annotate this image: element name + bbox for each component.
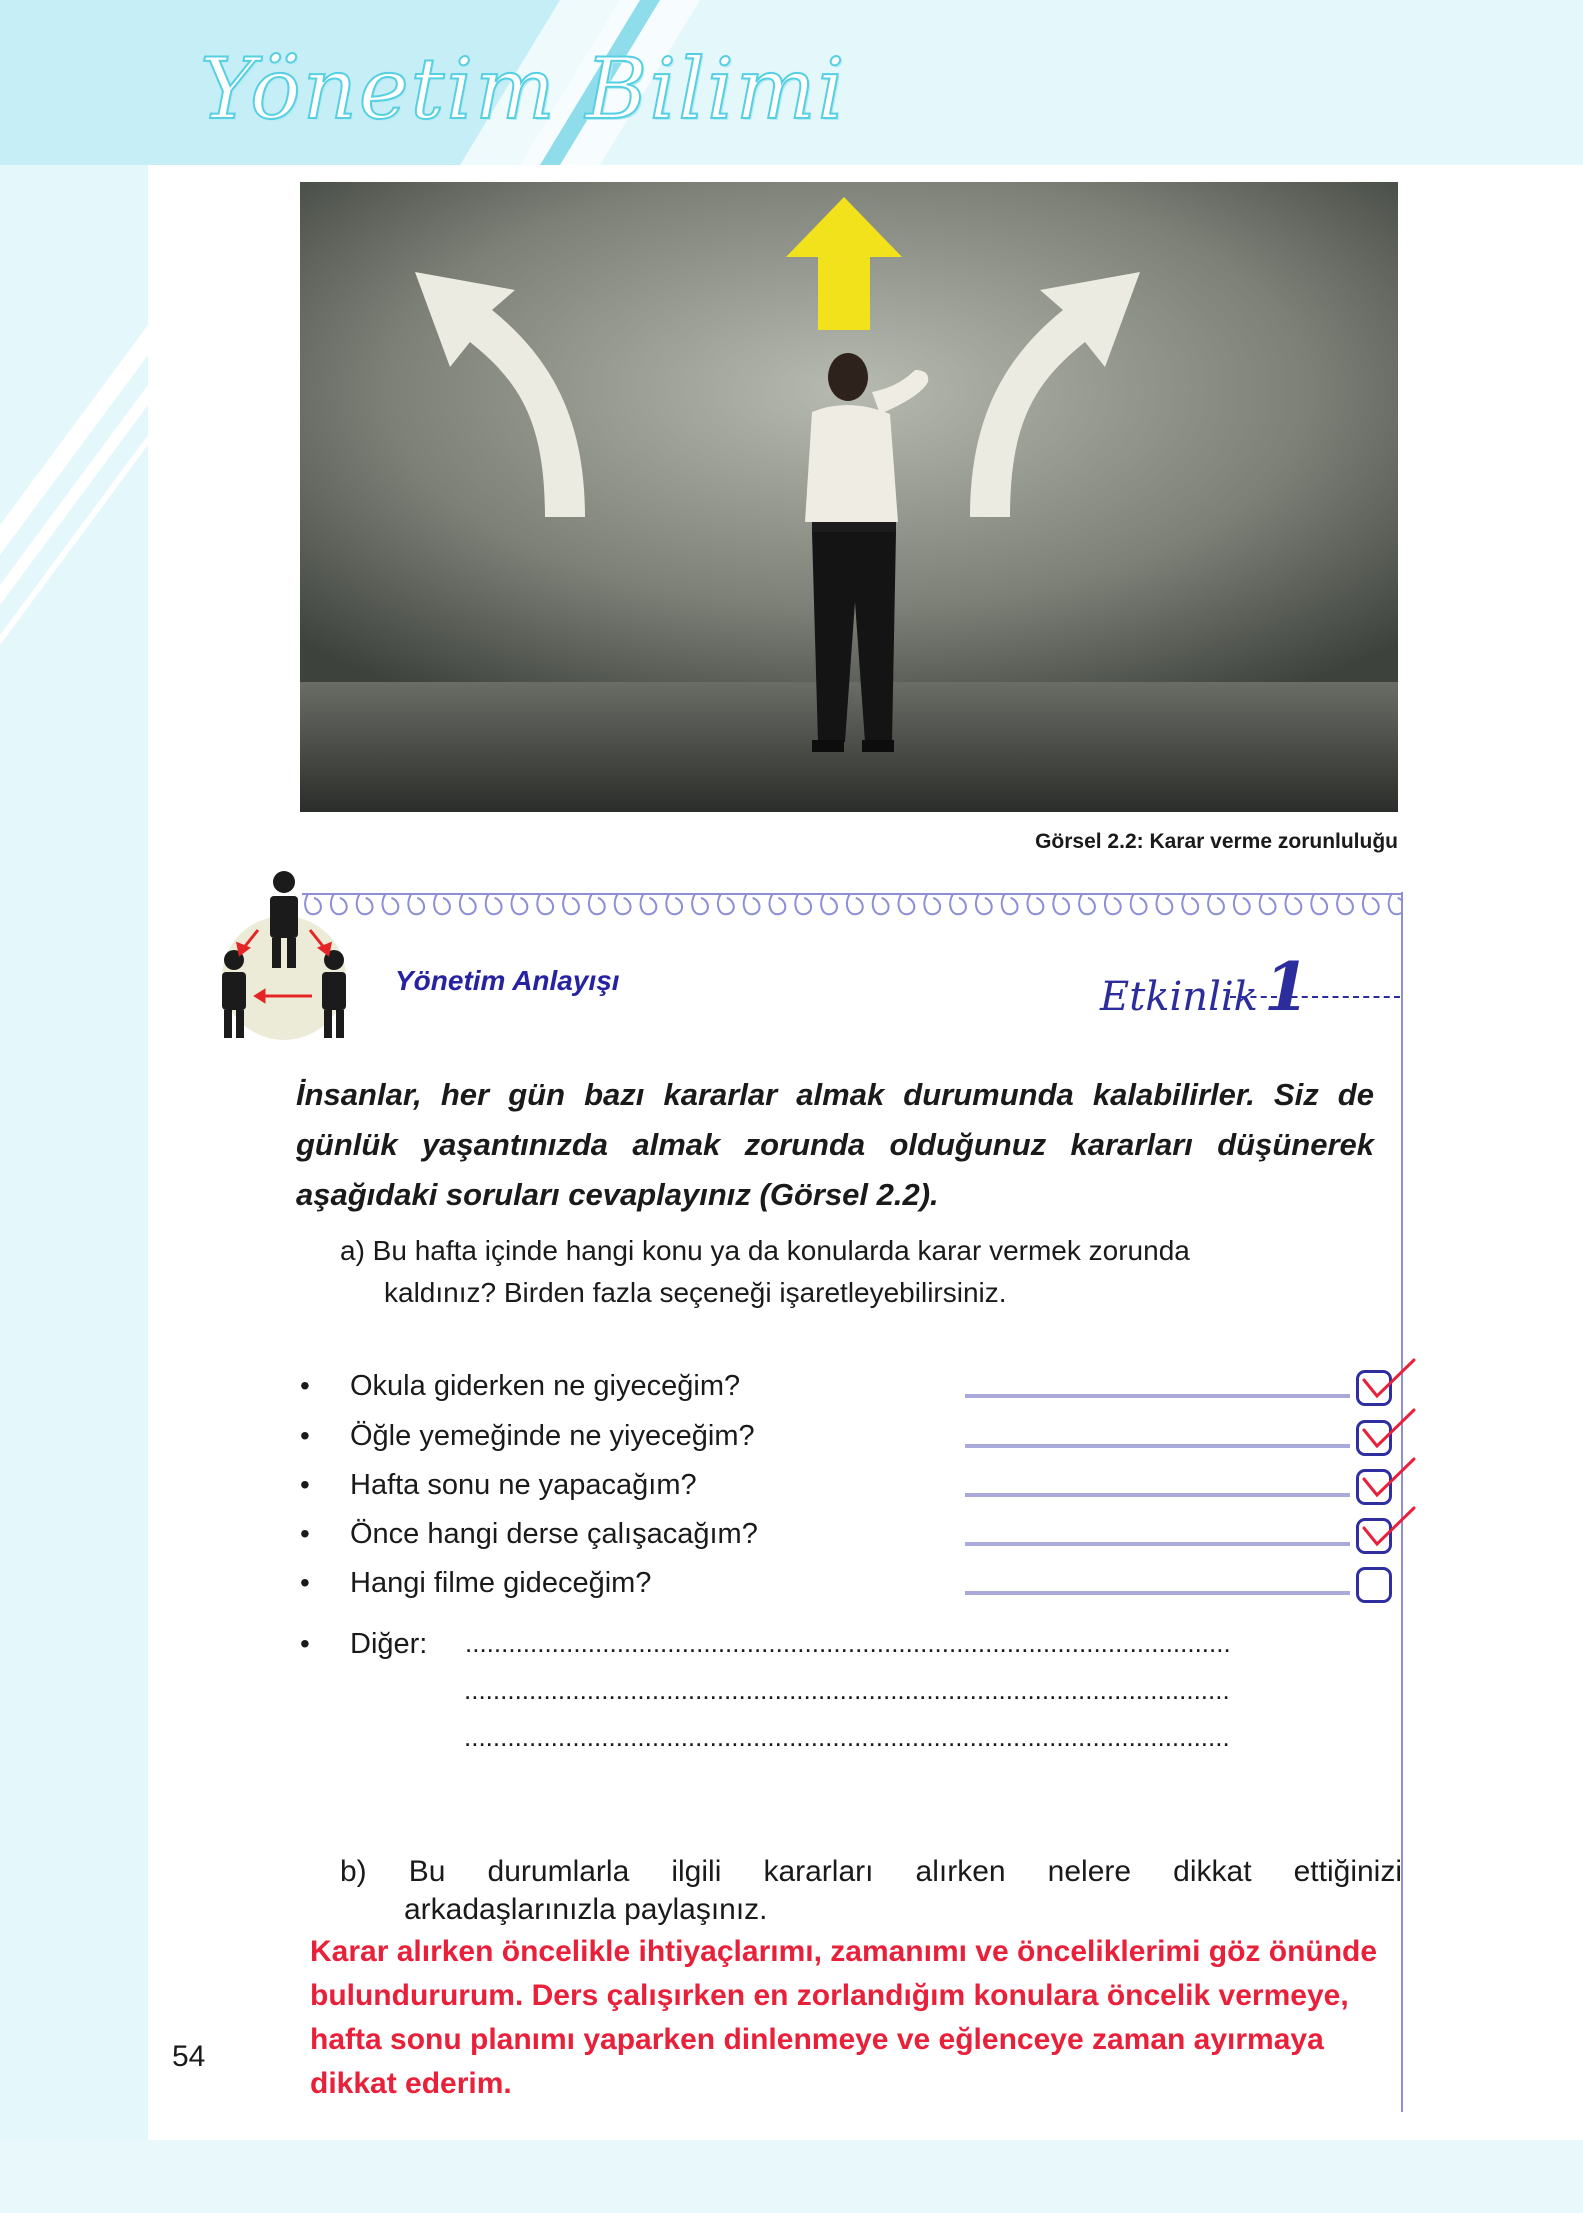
team-icon (212, 868, 354, 1048)
spiral-ring (486, 894, 502, 914)
spiral-ring (563, 894, 579, 914)
other-answer-line-2[interactable]: .......................................................................................................... (464, 1675, 1230, 1705)
spiral-ring (1028, 894, 1044, 914)
spiral-ring (1260, 894, 1276, 914)
spiral-ring (795, 894, 811, 914)
spiral-ring (512, 894, 528, 914)
spiral-ring (744, 894, 760, 914)
option-checkbox[interactable] (1356, 1567, 1392, 1603)
other-option (300, 1628, 1410, 1674)
question-a-line1: a) Bu hafta içinde hangi konu ya da konularda karar vermek zorunda (340, 1235, 1190, 1266)
spiral-ring (950, 894, 966, 914)
spiral-ring (718, 894, 734, 914)
option-row (300, 1370, 1410, 1416)
spiral-ring (770, 894, 786, 914)
spiral-ring (821, 894, 837, 914)
question-b-line1: b) Bu durumlarla ilgili kararları alırken nelere dikkat ettiğinizi (340, 1855, 1402, 1888)
spiral-ring (537, 894, 553, 914)
spiral-ring (1079, 894, 1095, 914)
bullet: • (300, 1420, 310, 1451)
spiral-ring (641, 894, 657, 914)
option-row (300, 1518, 1410, 1564)
book-title: Yönetim Bilimi (200, 40, 847, 138)
spiral-ring (666, 894, 682, 914)
spiral-ring (460, 894, 476, 914)
spiral-ring (1363, 894, 1379, 914)
spiral-ring (1182, 894, 1198, 914)
spiral-ring (1389, 894, 1402, 914)
decision-photo (300, 182, 1398, 812)
option-line (965, 1493, 1350, 1497)
spiral-ring (1131, 894, 1147, 914)
option-row (300, 1469, 1410, 1515)
spiral-ring (1002, 894, 1018, 914)
spiral-ring (1234, 894, 1250, 914)
spiral-ring (873, 894, 889, 914)
option-line (965, 1542, 1350, 1546)
other-answer-line-3[interactable]: .......................................................................................................... (464, 1722, 1230, 1752)
spiral-ring (357, 894, 373, 914)
bullet: • (300, 1628, 310, 1659)
activity-label-word: Etkinlik (1100, 974, 1258, 1020)
spiral-binding (302, 890, 1402, 920)
activity-label-dash (1230, 996, 1400, 998)
spiral-ring (408, 894, 424, 914)
spiral-ring (1286, 894, 1302, 914)
option-line (965, 1444, 1350, 1448)
activity-label (1100, 948, 1310, 1026)
page-number: 54 (172, 2040, 206, 2073)
option-label: Hangi filme gideceğim? (350, 1567, 652, 1599)
spiral-ring (692, 894, 708, 914)
handwritten-answer[interactable]: Karar alırken öncelikle ihtiyaçlarımı, zamanımı ve önceliklerimi göz önünde bulundururum. Ders çalışırken en zorlandığım konulara öncelik vermeye, hafta sonu planımı yaparken dinlenmeye ve eğlenceye zaman ayırmaya dikkat ederim. (310, 1935, 1378, 2100)
spiral-ring (434, 894, 450, 914)
bullet: • (300, 1567, 310, 1598)
spiral-ring (1105, 894, 1121, 914)
bullet: • (300, 1469, 310, 1500)
checkmark-icon (1360, 1506, 1418, 1556)
option-label: Okula giderken ne giyeceğim? (350, 1370, 741, 1402)
option-line (965, 1591, 1350, 1595)
other-label: Diğer: (350, 1628, 428, 1660)
spiral-ring (383, 894, 399, 914)
left-stripes (0, 165, 148, 2165)
option-label: Hafta sonu ne yapacağım? (350, 1469, 697, 1501)
spiral-ring (924, 894, 940, 914)
bullet: • (300, 1518, 310, 1549)
spiral-ring (1337, 894, 1353, 914)
checkmark-icon (1360, 1457, 1418, 1507)
activity-title: Yönetim Anlayışı (395, 965, 620, 996)
question-a (340, 1230, 1402, 1314)
footer-band (0, 2140, 1583, 2213)
option-row (300, 1420, 1410, 1466)
bullet: • (300, 1370, 310, 1401)
option-label: Önce hangi derse çalışacağım? (350, 1518, 758, 1550)
checkmark-icon (1360, 1358, 1418, 1408)
option-line (965, 1394, 1350, 1398)
activity-number: 1 (1263, 948, 1310, 1026)
spiral-ring (589, 894, 605, 914)
spiral-ring (1053, 894, 1069, 914)
option-label: Öğle yemeğinde ne yiyeceğim? (350, 1420, 755, 1452)
spiral-ring (899, 894, 915, 914)
question-a-line2: kaldınız? Birden fazla seçeneği işaretleyebilirsiniz. (384, 1277, 1007, 1308)
figure-caption: Görsel 2.2: Karar verme zorunluluğu (1035, 830, 1398, 853)
intro-text: İnsanlar, her gün bazı kararlar almak durumunda kalabilirler. Siz de günlük yaşantınızda almak zorunda olduğunuz kararları düşünerek aşağıdaki soruları cevaplayınız (Görsel 2.2). (296, 1077, 1374, 1212)
question-b-line2: arkadaşlarınızla paylaşınız. (404, 1893, 768, 1926)
spiral-ring (615, 894, 631, 914)
spiral-ring (1157, 894, 1173, 914)
other-answer-line-1[interactable]: .......................................................................................................... (465, 1628, 1231, 1658)
spiral-ring (1311, 894, 1327, 914)
checkmark-icon (1360, 1408, 1418, 1458)
spiral-ring (1208, 894, 1224, 914)
spiral-ring (976, 894, 992, 914)
left-decor-band (0, 165, 148, 2165)
option-row (300, 1567, 1410, 1613)
spiral-ring (847, 894, 863, 914)
